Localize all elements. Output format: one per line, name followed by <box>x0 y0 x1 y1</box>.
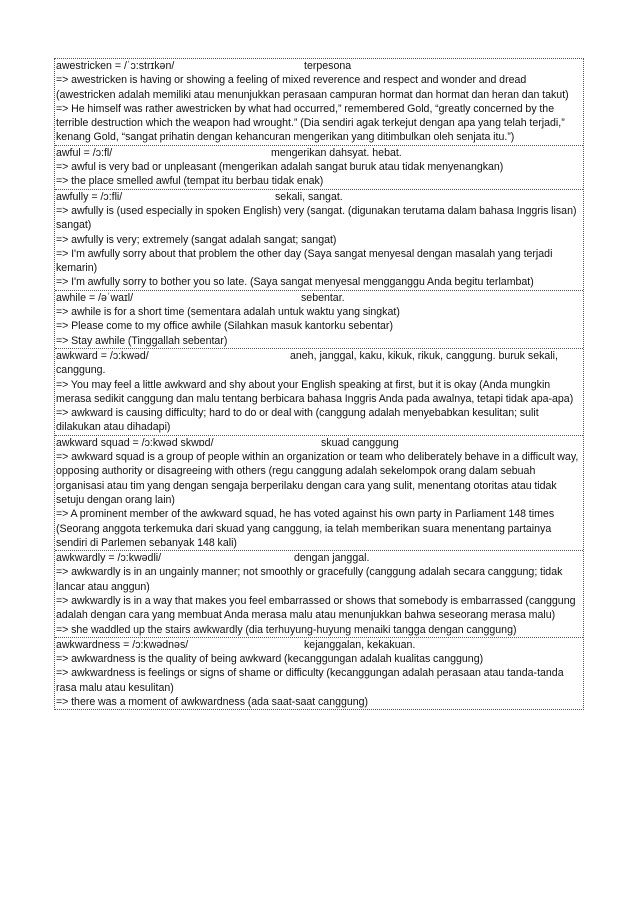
entry-line: => awkward squad is a group of people within an organization or team who deliberately behave in a difficult way, opposing authority or disagreeing with others (regu canggung adalah sekelompok orang dalam sebuah organisasi atau tim yang dengan sengaja berperilaku dengan cara yang sulit, menentang otoritas atau tidak setuju dengan orang lain) <box>56 451 579 506</box>
entry-line: => He himself was rather awestricken by what had occurred,” remembered Gold, “greatly concerned by the terrible destruction which the weapon had wrought.” (Dia sendiri agak terkejut dengan apa yang telah terjadi,” kenang Gold, “sangat prihatin dengan kehancuran mengerikan yang ditimbulkan oleh senjata itu.”) <box>56 102 565 144</box>
entry-word: awfully = /ɔ:fli/ <box>56 190 123 203</box>
entry-meaning: terpesona <box>304 60 352 72</box>
entry-header <box>56 349 582 363</box>
entry-line: => awfully is (used especially in spoken English) very (sangat. (digunakan terutama dalam bahasa Inggris lisan) sangat) <box>56 204 577 232</box>
entry-header <box>56 551 582 565</box>
entry-word: awkward squad = /ɔ:kwəd skwɒd/ <box>56 436 214 449</box>
entry-line: => awkwardness is feelings or signs of shame or difficulty (kecanggungan adalah perasaan atau tanda-tanda rasa malu atau kesulitan) <box>56 667 564 694</box>
entry-word: awestricken = /ˈɔ:strɪkən/ <box>56 60 175 72</box>
dictionary-entry <box>55 638 583 709</box>
entry-line: => Please come to my office awhile (Silahkan masuk kantorku sebentar) <box>56 320 393 333</box>
dictionary-entry <box>55 436 583 551</box>
entry-line: canggung. <box>56 364 106 377</box>
entry-line: => the place smelled awful (tempat itu berbau tidak enak) <box>56 175 324 188</box>
dictionary-entry <box>55 59 583 146</box>
entry-meaning: mengerikan dahsyat. hebat. <box>271 146 402 159</box>
entry-line: => awestricken is having or showing a feeling of mixed reverence and respect and wonder and dread (awestricken adalah memiliki atau menunjukkan perasaan campuran hormat dan hormat dan heran dan takut) <box>56 74 569 101</box>
entry-meaning: sebentar. <box>301 291 345 304</box>
dictionary-entry <box>55 349 583 436</box>
entry-line: => I'm awfully sorry about that problem the other day (Saya sangat menyesal dengan masalah yang terjadi kemarin) <box>56 247 553 275</box>
entry-line: => Stay awhile (Tinggallah sebentar) <box>56 334 228 347</box>
entry-line: => awkwardly is in a way that makes you feel embarrassed or shows that somebody is embarrassed (canggung adalah dengan cara yang membuat Anda merasa malu atau menunjukkan bahwa seseorang merasa malu) <box>56 594 576 622</box>
dictionary-entry <box>55 291 583 349</box>
entry-line: => I'm awfully sorry to bother you so late. (Saya sangat menyesal mengganggu Anda begitu terlambat) <box>56 276 534 289</box>
entry-line: => awfully is very; extremely (sangat adalah sangat; sangat) <box>56 233 337 246</box>
entry-line: => A prominent member of the awkward squad, he has voted against his own party in Parliament 148 times (Seorang anggota terkemuka dari skuad yang canggung, ia telah memberikan suara menentang partainya sendiri di Parlemen sebanyak 148 kali) <box>56 508 555 549</box>
entry-word: awful = /ɔ:fl/ <box>56 146 113 159</box>
entry-meaning: dengan janggal. <box>294 552 370 565</box>
entry-meaning: sekali, sangat. <box>275 190 343 203</box>
entry-line: => awkward is causing difficulty; hard to do or deal with (canggung adalah menyebabkan kesulitan; sulit dilakukan atau dihadapi) <box>56 407 539 434</box>
entry-word: awhile = /əˈwaɪl/ <box>56 291 134 304</box>
entry-line: => awful is very bad or unpleasant (mengerikan adalah sangat buruk atau tidak menyenangkan) <box>56 161 504 174</box>
dictionary-entry <box>55 551 583 638</box>
dictionary-entry <box>55 146 583 190</box>
entry-header <box>56 146 582 160</box>
entry-meaning: aneh, janggal, kaku, kikuk, rikuk, canggung. buruk sekali, <box>290 349 558 362</box>
entry-word: awkward = /ɔ:kwəd/ <box>56 349 149 362</box>
entry-meaning: kejanggalan, kekakuan. <box>304 638 416 651</box>
entry-header <box>56 59 582 73</box>
entry-line: => awkwardly is in an ungainly manner; not smoothly or gracefully (canggung adalah secara canggung; tidak lancar atau anggun) <box>56 566 563 593</box>
entry-line: => awhile is for a short time (sementara adalah untuk waktu yang singkat) <box>56 306 400 319</box>
entry-line: => she waddled up the stairs awkwardly (dia terhuyung-huyung menaiki tangga dengan canggung) <box>56 623 517 636</box>
entry-meaning: skuad canggung <box>321 436 399 449</box>
entry-line: => there was a moment of awkwardness (ada saat-saat canggung) <box>56 696 369 709</box>
entry-header <box>56 638 582 652</box>
entry-line: => You may feel a little awkward and shy about your English speaking at first, but it is okay (Anda mungkin merasa sedikit canggung dan malu tentang berbicara bahasa Inggris Anda pada awalnya, tetapi tidak apa-apa) <box>56 378 574 405</box>
entry-header <box>56 291 582 305</box>
dictionary-entry <box>55 190 583 291</box>
entry-word: awkwardness = /ɔ:kwədnəs/ <box>56 638 189 651</box>
entry-header <box>56 190 582 204</box>
dictionary-sheet <box>54 58 584 710</box>
entry-word: awkwardly = /ɔ:kwədli/ <box>56 552 162 565</box>
entry-header <box>56 436 582 450</box>
entry-line: => awkwardness is the quality of being awkward (kecanggungan adalah kualitas canggung) <box>56 653 484 666</box>
